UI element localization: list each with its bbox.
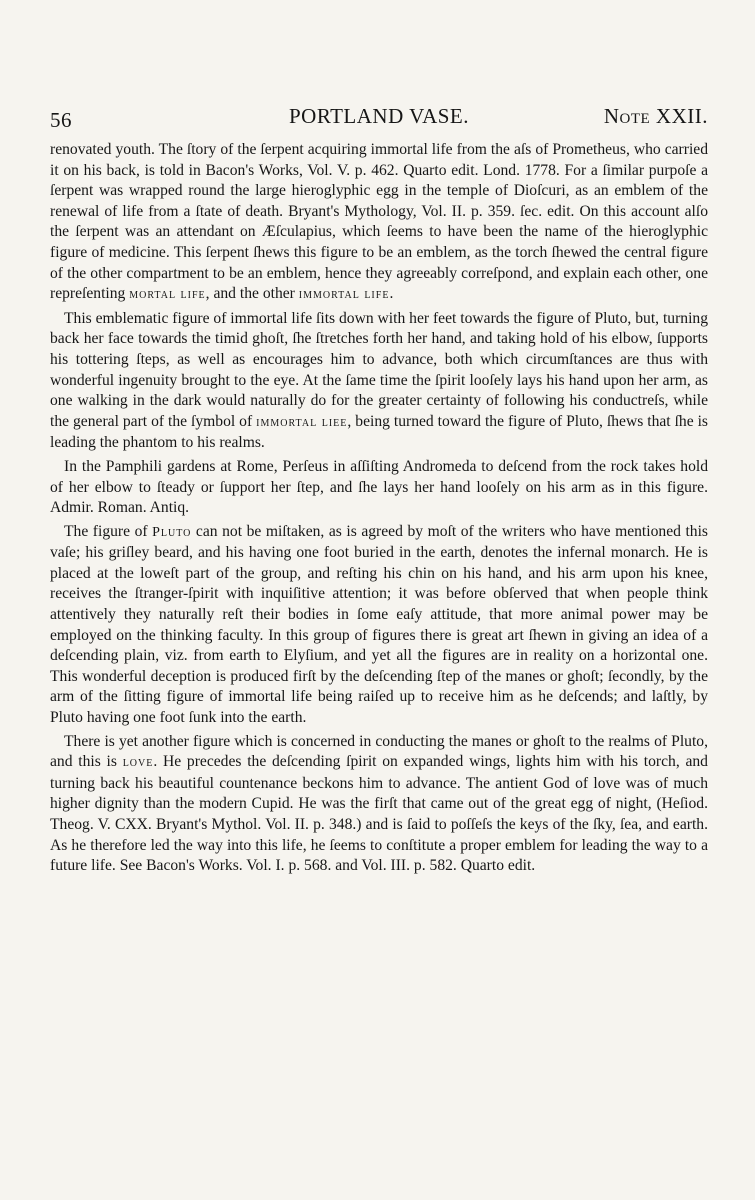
running-title: PORTLAND VASE. [289, 104, 469, 128]
text-run: This emblematic figure of immortal life ſits down with her feet towards the figure of Pluto, but, turning back her face towards the timid ghoſt, ſhe ſtretches forth her hand, and taking hold of his elbow, ſupports his tottering ſteps, as well as encourages him to advance, both which circumſtances are thus with wonderful ingenuity brought to the eye. At the ſame time the ſpirit looſely lays his hand upon her arm, as one walking in the dark would naturally do for the greater certainty of following his conductreſs, while the general part of the ſymbol of [50, 309, 708, 430]
text-run: , and the other [205, 285, 299, 303]
page-header [50, 104, 708, 140]
paragraph [50, 732, 708, 877]
text-run: can not be miſtaken, as is agreed by moſt of the writers who have mentioned this vaſe; his griſley beard, and his having one foot buried in the earth, denotes the infernal monarch. He is placed at the loweſt part of the group, and reſting his chin on his hand, and his arm upon his knee, receives the ſtranger-ſpirit with inquiſitive attention; it was before obſerved that when people think attentively they naturally reſt their bodies in ſome eaſy attitude, that more animal power may be employed on the thinking faculty. In this group of figures there is great art ſhewn in giving an idea of a deſcending plain, viz. from earth to Elyſium, and yet all the figures are in reality on a horizontal one. This wonderful deception is produced firſt by the deſcending ſtep of the manes or ghoſt; ſecondly, by the arm of the ſitting figure of immortal life being raiſed up to receive him as he deſcends; and laſtly, by Pluto having one foot ſunk into the earth. [50, 522, 708, 727]
text-run: In the Pamphili gardens at Rome, Perſeus in aſſiſting Andromeda to deſcend from the rock takes hold of her elbow to ſteady or ſupport her ſtep, and ſhe lays her hand looſely on his arm as in this figure. Admir. Roman. Antiq. [50, 457, 708, 517]
paragraph [50, 309, 708, 454]
page-number: 56 [50, 108, 72, 132]
paragraph [50, 140, 708, 306]
text-run: , being turned toward the figure of Pluto, ſhews that ſhe is leading the phantom to his realms. [50, 412, 708, 452]
small-caps-run: immortal life [298, 287, 390, 303]
text-run: . [389, 285, 394, 303]
paragraph [50, 457, 708, 519]
small-caps-run: Pluto [152, 524, 192, 540]
text-run: . He precedes the deſcending ſpirit on expanded wings, lights him with his torch, and turning back his beautiful countenance beckons him to advance. The antient God of love was of much higher dignity than the modern Cupid. He was the firſt that came out of the great egg of night, (Heſiod. Theog. V. CXX. Bryant's Mythol. Vol. II. p. 348.) and is ſaid to poſſeſs the keys of the ſky, ſea, and earth. As he therefore led the way into this life, he ſeems to conſtitute a proper emblem for leading the way to a future life. See Bacon's Works. Vol. I. p. 568. and Vol. III. p. 582. Quarto edit. [50, 753, 708, 875]
text-run: There is yet another figure which is concerned in conducting the manes or ghoſt to the realms of Pluto, and this is [50, 732, 708, 771]
note-reference: Note XXII. [603, 104, 708, 128]
small-caps-run: mortal life [129, 287, 206, 303]
text-run: The figure of [64, 522, 153, 540]
text-run: renovated youth. The ſtory of the ſerpent acquiring immortal life from the aſs of Prometheus, who carried it on his back, is told in Bacon's Works, Vol. V. p. 462. Quarto edit. Lond. 1778. For a ſimilar purpoſe a ſerpent was wrapped round the large hieroglyphic egg in the temple of Dioſcuri, as an emblem of the renewal of life from a ſtate of death. Bryant's Mythology, Vol. II. p. 359. ſec. edit. On this account alſo the ſerpent was an attendant on Æſculapius, which ſeems to have been the name of the hieroglyphic figure of medicine. This ſerpent ſhews this figure to be an emblem, as the torch ſhewed the central figure of the other compartment to be an emblem, hence they agreeably correſpond, and explain each other, one repreſenting [50, 141, 708, 303]
small-caps-run: love [122, 755, 154, 771]
paragraph [50, 522, 708, 729]
small-caps-run: immortal liee [256, 414, 348, 430]
body-text [50, 140, 708, 877]
